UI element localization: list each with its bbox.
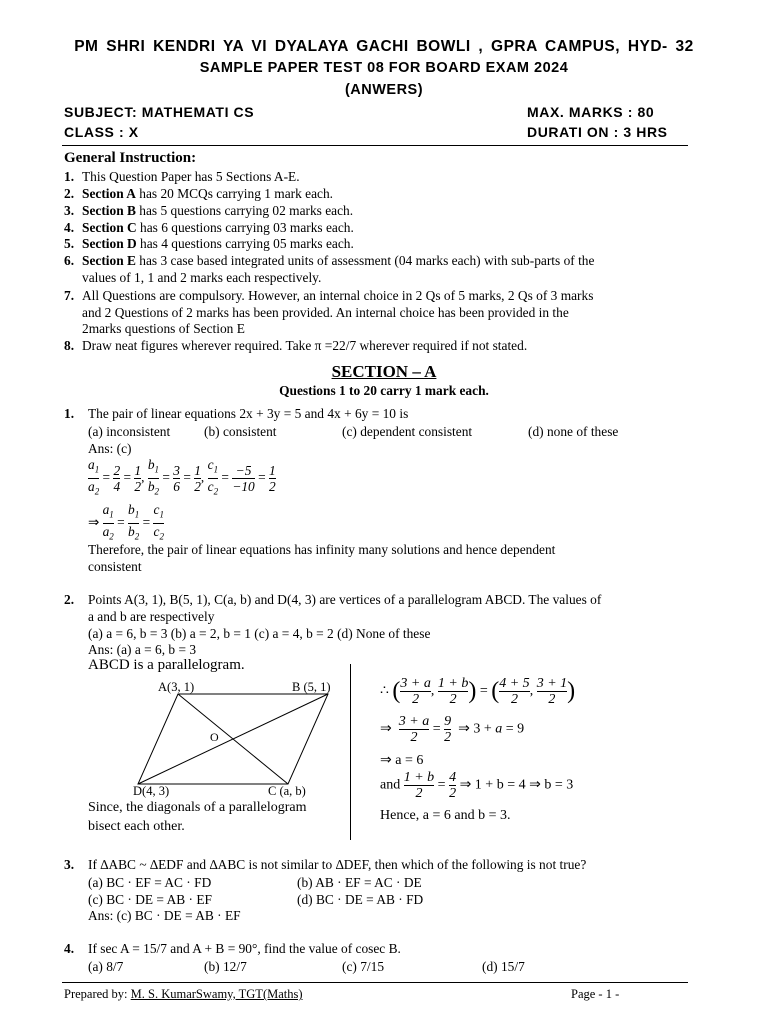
instruction-text: has 3 case based integrated units of assessment (04 marks each) with sub-parts of the xyxy=(135,253,595,268)
vertex-d-label: D(4, 3) xyxy=(133,784,170,798)
instruction-item xyxy=(64,270,704,287)
solve-b-equation: and $\frac{1 + b}{2}$ = $\frac{4}{2}$ ⇒ 1 + b = 4 ⇒ b = 3 xyxy=(380,770,574,801)
instruction-number: 2. xyxy=(64,186,75,201)
instruction-text: has 5 questions carrying 02 marks each. xyxy=(135,203,354,218)
instruction-section: Section E xyxy=(82,253,136,268)
q2-answer: Ans: (a) a = 6, b = 3 xyxy=(88,642,197,657)
q2-text-cont: a and b are respectively xyxy=(88,609,215,624)
instruction-section: Section A xyxy=(82,186,136,201)
q2-text: Points A(3, 1), B(5, 1), C(a, b) and D(4, 3) are vertices of a parallelogram ABCD. The values of xyxy=(88,592,602,607)
center-o-label: O xyxy=(210,730,219,744)
instruction-item xyxy=(64,169,704,186)
instruction-number: 1. xyxy=(64,169,75,184)
q3-option-a: (a) BC · EF = AC · FD xyxy=(88,875,212,890)
vertex-c-label: C (a, b) xyxy=(268,784,306,798)
page-number: Page - 1 - xyxy=(571,987,620,1001)
instruction-text: has 4 questions carrying 05 marks each. xyxy=(136,236,354,251)
instruction-item xyxy=(64,253,704,270)
vertex-b-label: B (5, 1) xyxy=(292,680,331,694)
figure-divider xyxy=(350,664,351,840)
q2-number: 2. xyxy=(64,592,75,607)
instruction-text: values of 1, 1 and 2 marks each respectively. xyxy=(82,270,322,285)
instruction-item xyxy=(64,305,704,322)
q2-options: (a) a = 6, b = 3 (b) a = 2, b = 1 (c) a = 4, b = 2 (d) None of these xyxy=(88,626,431,641)
subject: SUBJECT: MATHEMATI CS xyxy=(64,104,255,120)
q1-ratio-conclusion: ⇒ $\frac{a_1}{a_2}$ = $\frac{b_1}{b_2}$ = $\frac{c_1}{c_2}$ xyxy=(88,502,164,544)
solve-a-equation: ⇒ $\frac{3 + a}{2}$ = $\frac{9}{2}$ ⇒ 3 + a = 9 xyxy=(380,714,525,745)
instruction-section: Section C xyxy=(82,220,137,235)
instruction-number: 7. xyxy=(64,288,75,303)
midpoint-equation: ∴ ( $\frac{3 + a}{2}$ , $\frac{1 + b}{2}$ ) = ( $\frac{4 + 5}{2}$ , $\frac{3 + 1}{2}$ ) xyxy=(380,676,576,707)
instruction-section: Section D xyxy=(82,236,137,251)
instruction-item xyxy=(64,186,704,203)
q3-option-d: (d) BC · DE = AB · FD xyxy=(297,892,424,907)
footer-prepared xyxy=(64,987,303,1002)
q1-option-a: (a) inconsistent xyxy=(88,424,171,439)
solve-b-result: ⇒ 1 + b = 4 ⇒ b = 3 xyxy=(459,777,574,793)
vertex-a-label: A(3, 1) xyxy=(158,680,195,694)
q1-conclusion: Therefore, the pair of linear equations has infinity many solutions and hence dependent xyxy=(88,542,556,557)
instruction-text: and 2 Questions of 2 marks has been provided. An internal choice has been provided in the xyxy=(82,305,569,320)
instruction-text: has 6 questions carrying 03 marks each. xyxy=(136,220,354,235)
instruction-text: 2marks questions of Section E xyxy=(82,321,245,336)
and-label: and xyxy=(380,777,401,793)
instruction-number: 4. xyxy=(64,220,75,235)
school-name: PM SHRI KENDRI YA VI DYALAYA GACHI BOWLI , GPRA CAMPUS, HYD- 32 xyxy=(74,38,694,55)
max-marks: MAX. MARKS : 80 xyxy=(527,104,655,120)
instruction-text: has 20 MCQs carrying 1 mark each. xyxy=(135,186,334,201)
q4-option-a: (a) 8/7 xyxy=(88,959,124,974)
figure-note: Since, the diagonals of a parallelogram xyxy=(88,800,307,815)
instruction-section: Section B xyxy=(82,203,136,218)
duration: DURATI ON : 3 HRS xyxy=(527,124,668,140)
instruction-number: 3. xyxy=(64,203,75,218)
q4-option-d: (d) 15/7 xyxy=(482,959,525,974)
q1-ratio-working: $\frac{a_1}{a_2}$ = $\frac{2}{4}$ = $\frac{1}{2}$ , $\frac{b_1}{b_2}$ = $\frac{3}{6}$ = $\frac{1}{2}$ , $\frac{c_1}{c_2}$ = $\frac{-5}{-10}$ = $\frac{1}{2}$ xyxy=(88,457,276,499)
instruction-item xyxy=(64,338,704,355)
figure-note-cont: bisect each other. xyxy=(88,819,185,834)
q4-option-b: (b) 12/7 xyxy=(204,959,247,974)
q1-option-d: (d) none of these xyxy=(528,424,619,439)
q3-option-b: (b) AB · EF = AC · DE xyxy=(297,875,422,890)
q3-answer: Ans: (c) BC · DE = AB · EF xyxy=(88,908,241,923)
q3-number: 3. xyxy=(64,857,75,872)
q4-text: If sec A = 15/7 and A + B = 90°, find the value of cosec B. xyxy=(88,941,401,956)
instruction-item xyxy=(64,321,704,338)
section-title: SECTION – A xyxy=(331,362,437,381)
section-subtitle: Questions 1 to 20 carry 1 mark each. xyxy=(279,383,489,398)
answers-label: (ANWERS) xyxy=(344,82,424,98)
q1-answer: Ans: (c) xyxy=(88,441,132,456)
author-name: M. S. KumarSwamy, TGT(Maths) xyxy=(130,987,303,1001)
instructions-title: General Instruction: xyxy=(64,150,197,166)
header-divider xyxy=(62,145,688,146)
instruction-text: All Questions are compulsory. However, an internal choice in 2 Qs of 5 marks, 2 Qs of 3 marks xyxy=(82,288,594,303)
instruction-text: Draw neat figures wherever required. Take π =22/7 wherever required if not stated. xyxy=(82,338,528,353)
instruction-item xyxy=(64,220,704,237)
instruction-number: 8. xyxy=(64,338,75,353)
prepared-label: Prepared by: xyxy=(64,987,131,1001)
solution-conclusion: Hence, a = 6 and b = 3. xyxy=(380,808,511,823)
q4-number: 4. xyxy=(64,941,75,956)
instruction-item xyxy=(64,288,704,305)
q1-number: 1. xyxy=(64,406,75,421)
q1-text: The pair of linear equations 2x + 3y = 5 and 4x + 6y = 10 is xyxy=(88,406,409,421)
q3-text: If ∆ABC ~ ∆EDF and ∆ABC is not similar to ∆DEF, then which of the following is not true? xyxy=(88,857,587,872)
solve-a-result: ⇒ a = 6 xyxy=(380,753,424,768)
footer-divider xyxy=(62,982,688,983)
q4-option-c: (c) 7/15 xyxy=(342,959,385,974)
instruction-number: 5. xyxy=(64,236,75,251)
q1-option-b: (b) consistent xyxy=(204,424,277,439)
q1-option-c: (c) dependent consistent xyxy=(342,424,473,439)
q3-option-c: (c) BC · DE = AB · EF xyxy=(88,892,212,907)
class: CLASS : X xyxy=(64,124,139,140)
instruction-number: 6. xyxy=(64,253,75,268)
instruction-item xyxy=(64,236,704,253)
q2-figure-title: ABCD is a parallelogram. xyxy=(88,657,245,673)
q1-conclusion-cont: consistent xyxy=(88,559,142,574)
instruction-text: This Question Paper has 5 Sections A-E. xyxy=(82,169,300,184)
instruction-item xyxy=(64,203,704,220)
paper-title: SAMPLE PAPER TEST 08 FOR BOARD EXAM 2024 xyxy=(199,60,569,76)
